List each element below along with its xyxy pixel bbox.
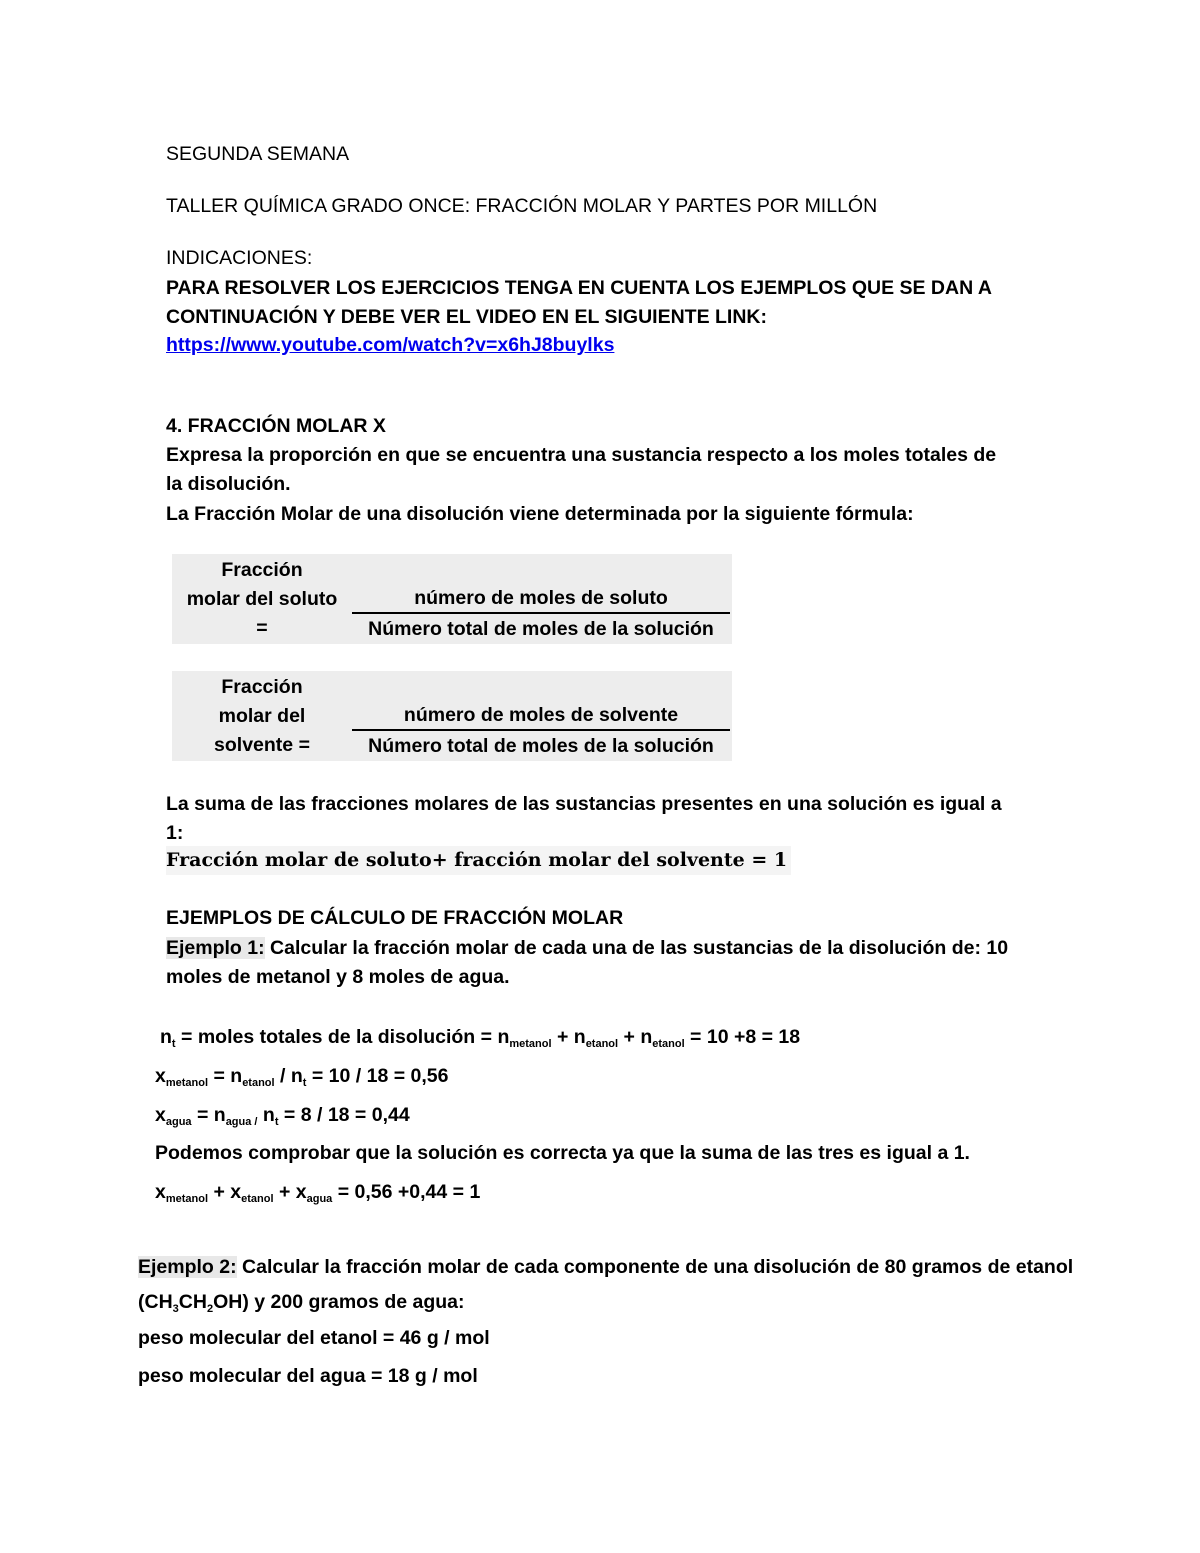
video-link[interactable]: https://www.youtube.com/watch?v=x6hJ8buylks	[166, 334, 615, 356]
sum-rule-line-2: 1:	[166, 822, 184, 844]
check-statement: Podemos comprobar que la solución es correcta ya que la suma de las tres es igual a 1.	[155, 1142, 970, 1164]
solvent-formula-box	[172, 671, 732, 761]
page-title: TALLER QUÍMICA GRADO ONCE: FRACCIÓN MOLAR Y PARTES POR MILLÓN	[166, 195, 878, 217]
example-2-statement	[138, 1253, 1073, 1282]
solute-label-2: molar del soluto	[186, 588, 338, 610]
solute-label-3: =	[256, 617, 268, 639]
calc-total-moles: $n_t$ = moles totales de la disolución = $n_{metanol} + n_{etanol} + n_{etanol} = 10 +8 = 18$	[160, 1026, 801, 1050]
calc-sum: $x_{metanol} + x_{etanol} + x_{agua} = 0,56 +0,44 = 1$	[155, 1181, 481, 1205]
sum-rule-line-1: La suma de las fracciones molares de las sustancias presentes en una solución es igual a	[166, 793, 1002, 815]
definition-line-2: la disolución.	[166, 473, 291, 495]
calc-x-water: $x_{agua} = n_{agua /}$ $n_t = 8 / 18 = 0,44$	[155, 1104, 410, 1128]
instructions-heading: INDICACIONES:	[166, 247, 313, 269]
solute-formula-box	[172, 554, 732, 644]
solute-numerator: número de moles de soluto	[352, 584, 730, 614]
solute-label-1: Fracción	[221, 559, 303, 581]
definition-line-1: Expresa la proporción en que se encuentra una sustancia respecto a los moles totales de	[166, 444, 997, 466]
example-2-text: Calcular la fracción molar de cada componente de una disolución de 80 gramos de etanol	[236, 1256, 1074, 1278]
solvent-denominator: Número total de moles de la solución	[368, 735, 714, 757]
example-1-statement-2: moles de metanol y 8 moles de agua.	[166, 966, 510, 988]
solute-denominator: Número total de moles de la solución	[368, 618, 714, 640]
solvent-label-3: solvente =	[214, 734, 310, 756]
solvent-label-2: molar del	[218, 705, 306, 727]
mw-water: peso molecular del agua = 18 g / mol	[138, 1365, 478, 1387]
solvent-numerator: número de moles de solvente	[352, 701, 730, 731]
week-heading: SEGUNDA SEMANA	[166, 143, 350, 165]
mw-ethanol: peso molecular del etanol = 46 g / mol	[138, 1327, 490, 1349]
example-1-text: Calcular la fracción molar de cada una de las sustancias de la disolución de: 10	[264, 937, 1009, 959]
example-1-label: Ejemplo 1:	[166, 937, 265, 959]
section-4-heading: 4. FRACCIÓN MOLAR X	[166, 415, 386, 437]
formula-intro: La Fracción Molar de una disolución viene determinada por la siguiente fórmula:	[166, 503, 914, 525]
calc-x-methanol: $x_{metanol} = n_{etanol} / n_t = 10 / 18 = 0,56$	[155, 1065, 449, 1089]
example-1-statement	[166, 934, 1008, 963]
instructions-line-2: CONTINUACIÓN Y DEBE VER EL VIDEO EN EL SIGUIENTE LINK:	[166, 306, 767, 328]
solvent-label-1: Fracción	[221, 676, 303, 698]
sum-rule-equation: Fracción molar de soluto+ fracción molar del solvente = 1	[166, 846, 791, 875]
examples-heading: EJEMPLOS DE CÁLCULO DE FRACCIÓN MOLAR	[166, 907, 624, 929]
example-2-label: Ejemplo 2:	[138, 1256, 237, 1278]
example-2-formula: $(CH_3CH_2OH)$ y 200 gramos de agua:	[138, 1291, 465, 1315]
instructions-line-1: PARA RESOLVER LOS EJERCICIOS TENGA EN CUENTA LOS EJEMPLOS QUE SE DAN A	[166, 277, 992, 299]
